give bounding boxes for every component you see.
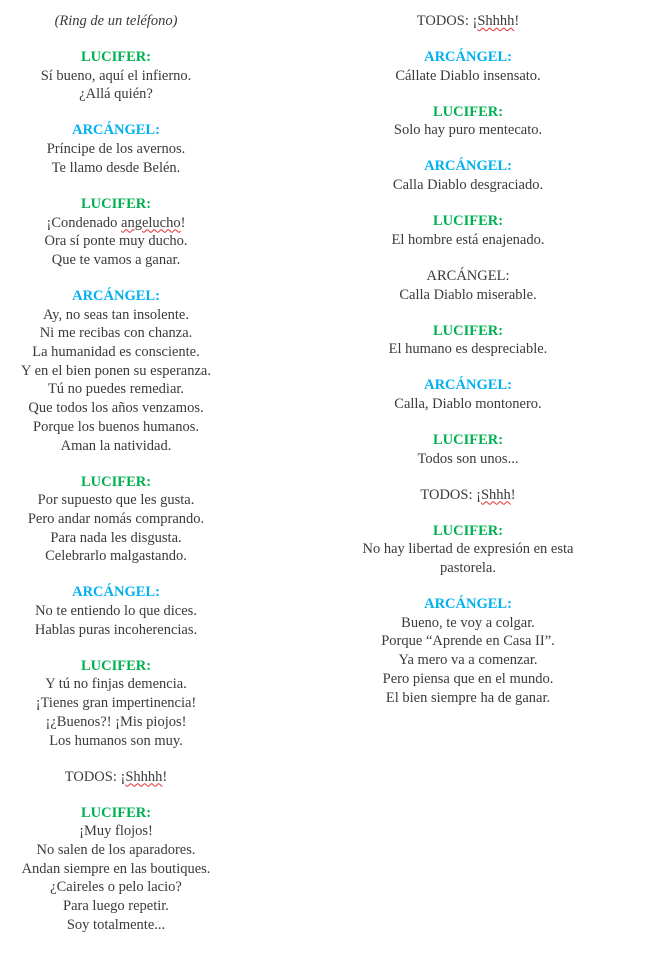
line-text: TODOS: ¡ bbox=[64, 768, 126, 785]
dialogue-block-arcangel-plain bbox=[330, 267, 606, 304]
dialogue-line: Solo hay puro mentecato. bbox=[393, 122, 543, 139]
speaker-lucifer: LUCIFER: bbox=[80, 195, 152, 212]
dialogue-line: Ni me recibas con chanza. bbox=[39, 325, 193, 342]
left-column bbox=[0, 12, 232, 952]
dialogue-line: Todos son unos... bbox=[417, 450, 519, 467]
line-text: ! bbox=[180, 214, 186, 231]
dialogue-line: Por supuesto que les gusta. bbox=[37, 492, 195, 509]
dialogue-line: Porque “Aprende en Casa II”. bbox=[381, 633, 555, 650]
dialogue-line: Bueno, te voy a colgar. bbox=[401, 614, 535, 631]
dialogue-line: Pero andar nomás comprando. bbox=[27, 510, 205, 527]
speaker-arcangel: ARCÁNGEL: bbox=[72, 584, 160, 601]
dialogue-line: Tú no puedes remediar. bbox=[47, 381, 185, 398]
dialogue-block-todos bbox=[0, 768, 232, 787]
speaker-arcangel: ARCÁNGEL: bbox=[72, 122, 160, 139]
dialogue-line: Celebrarlo malgastando. bbox=[45, 548, 187, 565]
dialogue-line: ¡Muy flojos! bbox=[79, 823, 153, 840]
dialogue-block-arcangel bbox=[330, 157, 606, 194]
stage-direction-block bbox=[0, 12, 232, 31]
dialogue-block-lucifer bbox=[330, 212, 606, 249]
dialogue-line: Aman la natividad. bbox=[60, 437, 172, 454]
dialogue-block-lucifer bbox=[0, 48, 232, 104]
dialogue-block-lucifer bbox=[330, 431, 606, 468]
speaker-lucifer: LUCIFER: bbox=[432, 522, 504, 539]
dialogue-block-lucifer bbox=[0, 804, 232, 935]
todos-line bbox=[330, 12, 606, 31]
dialogue-line: Cállate Diablo insensato. bbox=[395, 67, 541, 84]
dialogue-line: No salen de los aparadores. bbox=[36, 841, 196, 858]
right-column bbox=[330, 12, 606, 725]
dialogue-block-lucifer bbox=[0, 657, 232, 751]
spellcheck-word: angelucho bbox=[121, 214, 181, 231]
dialogue-block-arcangel bbox=[330, 595, 606, 707]
dialogue-line: Para luego repetir. bbox=[63, 898, 169, 915]
dialogue-line: ¿Caireles o pelo lacio? bbox=[50, 879, 182, 896]
speaker-lucifer: LUCIFER: bbox=[80, 804, 152, 821]
dialogue-line: Los humanos son muy. bbox=[49, 732, 183, 749]
dialogue-line: ¡¿Buenos?! ¡Mis piojos! bbox=[45, 713, 187, 730]
dialogue-line: Ora sí ponte muy ducho. bbox=[44, 233, 188, 250]
dialogue-line: pastorela. bbox=[440, 560, 496, 577]
dialogue-line: Príncipe de los avernos. bbox=[46, 141, 186, 158]
dialogue-block-lucifer bbox=[330, 522, 606, 578]
dialogue-line: Ay, no seas tan insolente. bbox=[43, 306, 189, 323]
speaker-lucifer: LUCIFER: bbox=[432, 322, 504, 339]
dialogue-line: No te entiendo lo que dices. bbox=[35, 603, 197, 620]
dialogue-line bbox=[0, 214, 232, 233]
dialogue-line: Calla Diablo miserable. bbox=[399, 286, 537, 303]
speaker-lucifer: LUCIFER: bbox=[80, 473, 152, 490]
spellcheck-word: Shhhh bbox=[477, 13, 515, 29]
speaker-lucifer: LUCIFER: bbox=[432, 213, 504, 230]
dialogue-block-lucifer bbox=[0, 195, 232, 270]
dialogue-block-lucifer bbox=[330, 103, 606, 140]
speaker-lucifer: LUCIFER: bbox=[432, 103, 504, 120]
dialogue-line: Que todos los años venzamos. bbox=[28, 400, 204, 417]
dialogue-line: Calla Diablo desgraciado. bbox=[392, 177, 544, 194]
dialogue-line: Para nada les disgusta. bbox=[50, 529, 182, 546]
dialogue-block-arcangel bbox=[0, 583, 232, 639]
line-text: TODOS: ¡ bbox=[420, 486, 481, 503]
speaker-lucifer: LUCIFER: bbox=[80, 49, 152, 65]
line-text: ! bbox=[162, 768, 168, 785]
todos-line bbox=[330, 486, 606, 505]
speaker-lucifer: LUCIFER: bbox=[432, 431, 504, 448]
dialogue-line: Andan siempre en las boutiques. bbox=[21, 860, 211, 877]
speaker-arcangel: ARCÁNGEL: bbox=[424, 596, 512, 613]
line-text: TODOS: ¡ bbox=[416, 13, 478, 29]
dialogue-line: ¡Tienes gran impertinencia! bbox=[35, 695, 197, 712]
speaker-arcangel: ARCÁNGEL: bbox=[426, 267, 510, 284]
dialogue-block-lucifer bbox=[330, 322, 606, 359]
dialogue-line: ¿Allá quién? bbox=[79, 86, 153, 103]
dialogue-block-todos bbox=[330, 12, 606, 31]
dialogue-block-todos bbox=[330, 486, 606, 505]
speaker-arcangel: ARCÁNGEL: bbox=[72, 287, 160, 304]
speaker-arcangel: ARCÁNGEL: bbox=[424, 377, 512, 394]
dialogue-line: Que te vamos a ganar. bbox=[51, 251, 181, 268]
dialogue-block-arcangel bbox=[330, 48, 606, 85]
dialogue-block-arcangel bbox=[330, 376, 606, 413]
stage-direction: (Ring de un teléfono) bbox=[54, 13, 178, 29]
dialogue-line: El humano es despreciable. bbox=[388, 341, 548, 358]
dialogue-line: Pero piensa que en el mundo. bbox=[382, 670, 554, 687]
dialogue-line: Soy totalmente... bbox=[66, 916, 166, 933]
spellcheck-word: Shhh bbox=[480, 486, 511, 503]
dialogue-line: La humanidad es consciente. bbox=[32, 344, 200, 361]
dialogue-block-lucifer bbox=[0, 473, 232, 567]
dialogue-line: Y tú no finjas demencia. bbox=[45, 676, 187, 693]
line-text: ! bbox=[510, 486, 516, 503]
speaker-arcangel: ARCÁNGEL: bbox=[424, 49, 512, 65]
line-text: ¡Condenado bbox=[46, 214, 122, 231]
dialogue-line: Calla, Diablo montonero. bbox=[394, 395, 542, 412]
dialogue-line: El bien siempre ha de ganar. bbox=[385, 689, 551, 706]
dialogue-line: Porque los buenos humanos. bbox=[33, 418, 199, 435]
dialogue-line: Ya mero va a comenzar. bbox=[398, 652, 538, 669]
line-text: ! bbox=[514, 13, 520, 29]
dialogue-line: Sí bueno, aquí el infierno. bbox=[40, 67, 192, 84]
speaker-lucifer: LUCIFER: bbox=[80, 657, 152, 674]
dialogue-line: No hay libertad de expresión en esta bbox=[362, 541, 574, 558]
dialogue-line: Hablas puras incoherencias. bbox=[34, 621, 198, 638]
dialogue-line: El hombre está enajenado. bbox=[391, 231, 545, 248]
dialogue-block-arcangel bbox=[0, 121, 232, 177]
speaker-arcangel: ARCÁNGEL: bbox=[424, 158, 512, 175]
spellcheck-word: Shhhh bbox=[125, 768, 163, 785]
dialogue-block-arcangel bbox=[0, 287, 232, 455]
dialogue-line: Y en el bien ponen su esperanza. bbox=[21, 362, 211, 379]
todos-line bbox=[0, 768, 232, 787]
dialogue-line: Te llamo desde Belén. bbox=[51, 159, 181, 176]
